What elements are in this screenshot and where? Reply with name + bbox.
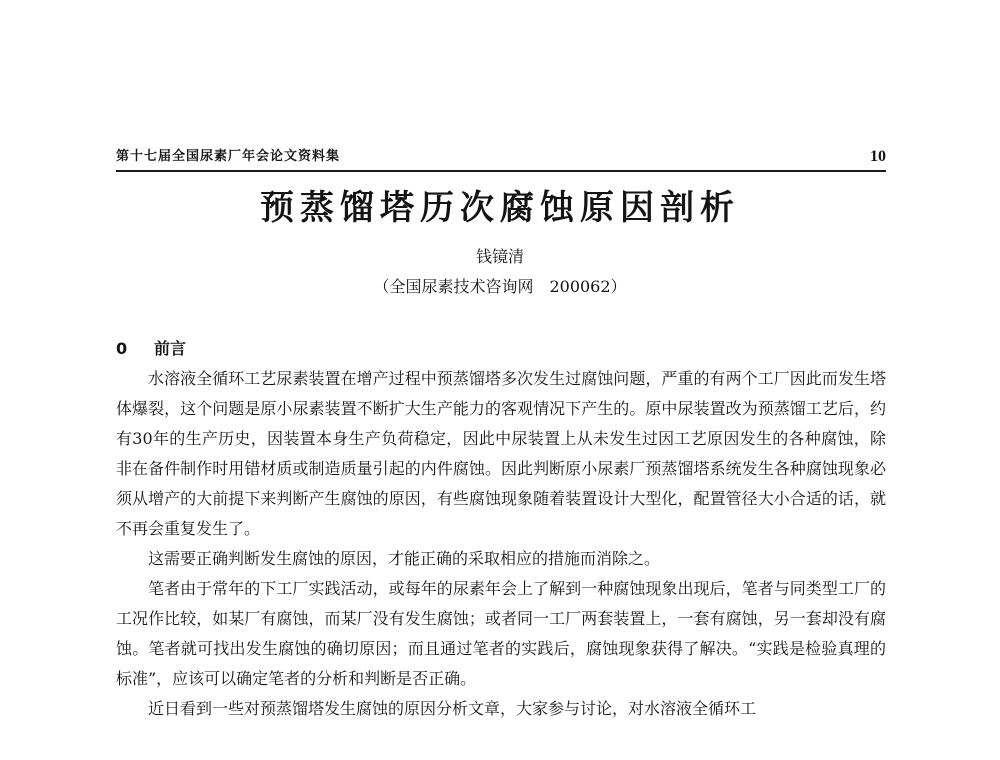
section-heading xyxy=(116,338,186,360)
article-title: 预蒸馏塔历次腐蚀原因剖析 xyxy=(260,188,740,228)
paragraph: 这需要正确判断发生腐蚀的原因，才能正确的采取相应的措施而消除之。 xyxy=(148,549,661,568)
page-number: 10 xyxy=(870,148,886,165)
author-name: 钱镜清 xyxy=(475,247,524,266)
author-affiliation: （全国尿素技术咨询网 200062） xyxy=(373,277,627,296)
body-text xyxy=(116,364,886,724)
section-title: 前言 xyxy=(154,339,187,358)
section-number: 0 xyxy=(116,339,128,358)
paragraph: 近日看到一些对预蒸馏塔发生腐蚀的原因分析文章，大家参与讨论，对水溶液全循环工 xyxy=(148,699,757,718)
paragraph: 笔者由于常年的下工厂实践活动，或每年的尿素年会上了解到一种腐蚀现象出现后，笔者与同类型工厂的工况作比较，如某厂有腐蚀，而某厂没有发生腐蚀；或者同一工厂两套装置上，一套有腐蚀，另一套却没有腐蚀。笔者就可找出发生腐蚀的确切原因；而且通过笔者的实践后，腐蚀现象获得了解决。“实践是检验真理的标准”，应该可以确定笔者的分析和判断是否正确。 xyxy=(116,579,886,688)
running-header xyxy=(116,146,886,172)
paragraph: 水溶液全循环工艺尿素装置在增产过程中预蒸馏塔多次发生过腐蚀问题，严重的有两个工厂因此而发生塔体爆裂，这个问题是原小尿素装置不断扩大生产能力的客观情况下产生的。原中尿装置改为预蒸馏工艺后，约有30年的生产历史，因装置本身生产负荷稳定，因此中尿装置上从未发生过因工艺原因发生的各种腐蚀，除非在备件制作时用错材质或制造质量引起的内件腐蚀。因此判断原小尿素厂预蒸馏塔系统发生各种腐蚀现象必须从增产的大前提下来判断产生腐蚀的原因，有些腐蚀现象随着装置设计大型化，配置管径大小合适的话，就不再会重复发生了。 xyxy=(116,369,886,538)
running-head-title: 第十七届全国尿素厂年会论文资料集 xyxy=(116,149,341,164)
